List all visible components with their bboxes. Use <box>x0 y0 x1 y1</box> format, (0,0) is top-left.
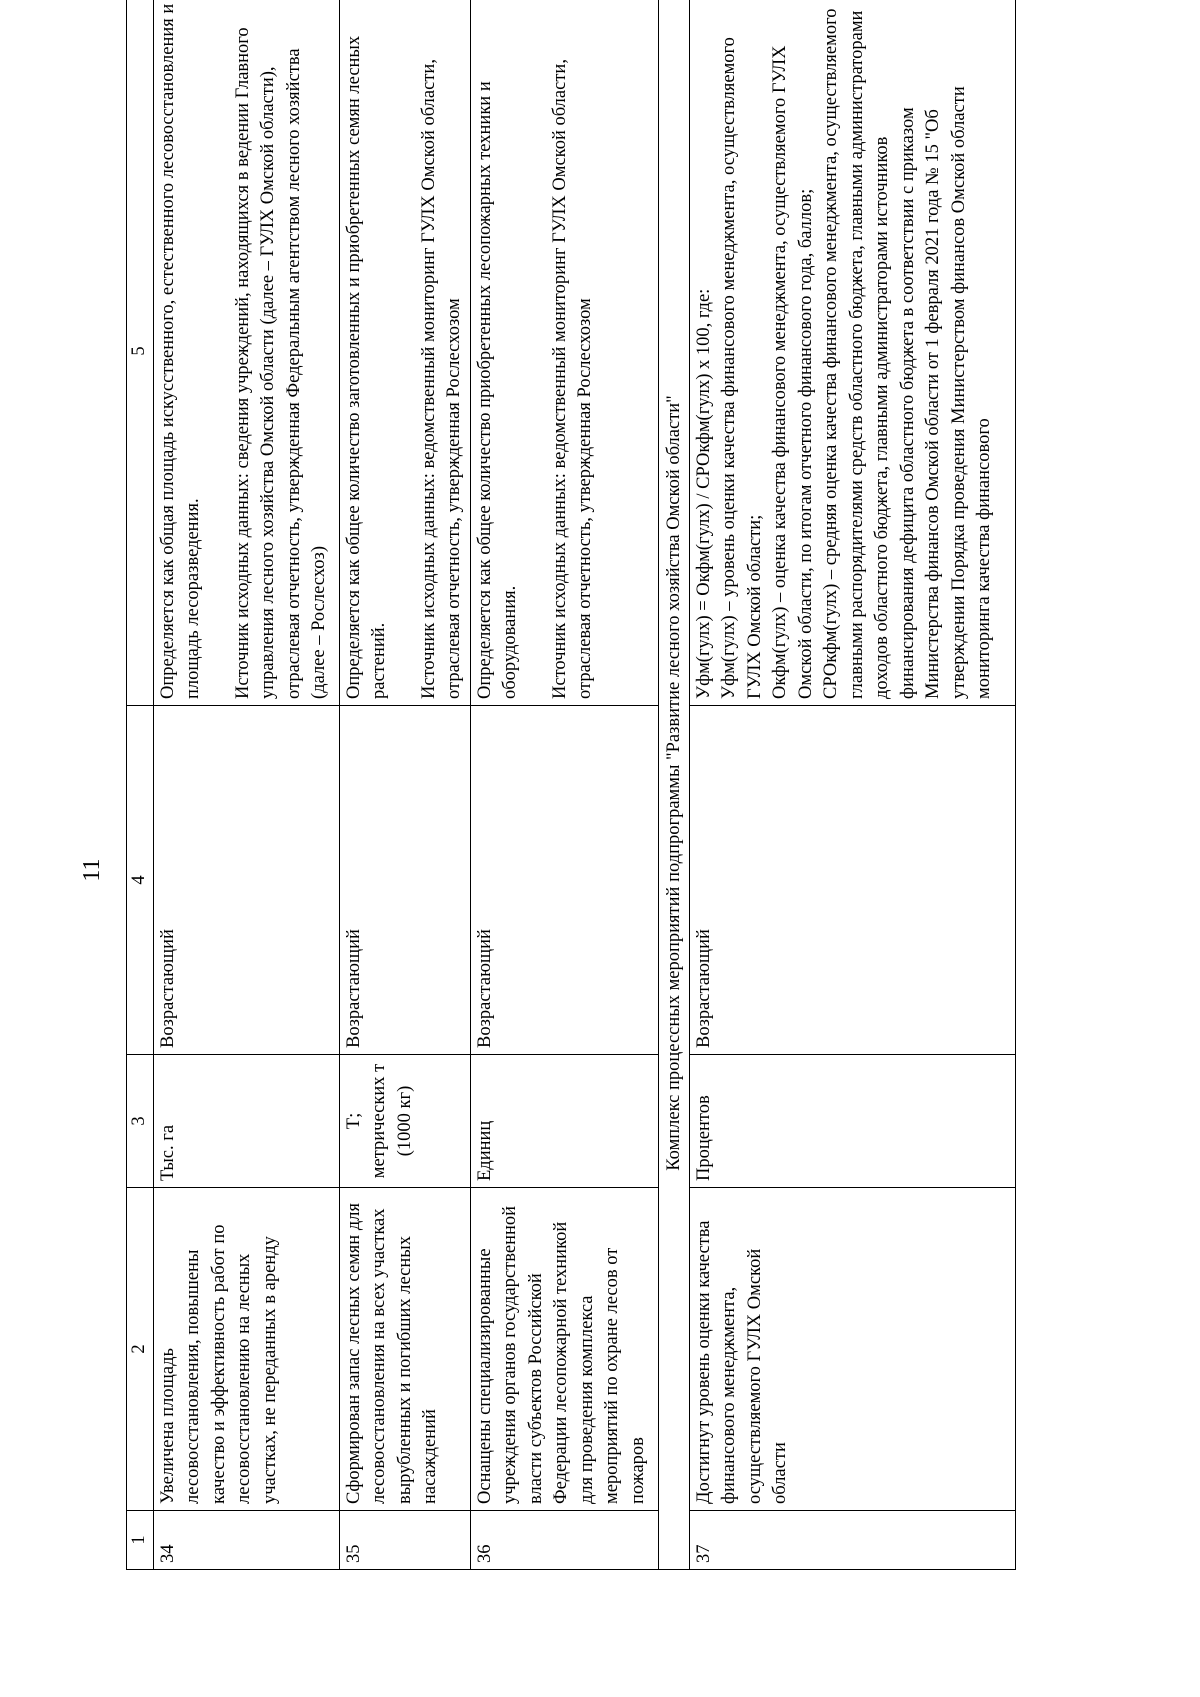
method-text: Определяется как общая площадь искусственного, естественного лесовосстановления и площадь лесоразведения. <box>157 3 203 699</box>
trend-cell: Возрастающий <box>339 706 470 1055</box>
method-cell <box>153 0 339 706</box>
formula-line: СРОкфм(гулх) – средняя оценка качества финансового менеджмента, осуществляемого главными распорядителями средств областного бюджета, главными администраторами доходов областного бюджета, главными администраторами источников финансирования дефицита областного бюджета в соответствии с приказом Министерства финансов Омской области от 1 февраля 2021 года № 15 "Об утверждении Порядка проведения Министерством финансов Омской области мониторинга качества финансового <box>821 8 994 699</box>
method-text: Определяется как общее количество приобретенных лесопожарных техники и оборудования. <box>474 81 520 699</box>
table-header-row <box>127 0 154 1570</box>
page-number: 11 <box>79 858 105 882</box>
table-row <box>153 0 339 1570</box>
formula-cell <box>689 0 1015 706</box>
source-text: Источник исходных данных: сведения учреждений, находящихся в ведении Главного управления лесного хозяйства Омской области (далее – ГУЛХ Омской области), отраслевая отчетность, утвержденная Федеральным агентством лесного хозяйства (далее – Рослесхоз) <box>232 27 329 699</box>
method-cell <box>470 0 658 706</box>
unit-cell: Единиц <box>470 1055 658 1188</box>
table-row <box>339 0 470 1570</box>
trend-cell: Возрастающий <box>470 706 658 1055</box>
result-cell: Увеличена площадь лесовосстановления, повышены качество и эффективность работ по лесовосстановлению на лесных участках, не переданных в аренду <box>153 1188 339 1511</box>
formula-line: Уфм(гулх) – уровень оценки качества финансового менеджмента, осуществляемого ГУЛХ Омской области; <box>719 37 765 699</box>
section-row <box>658 0 689 1570</box>
method-cell <box>339 0 470 706</box>
row-number: 37 <box>689 1511 1015 1570</box>
trend-cell: Возрастающий <box>689 706 1015 1055</box>
header-col-1: 1 <box>127 1511 154 1570</box>
table-row <box>689 0 1015 1570</box>
unit-cell: Тыс. га <box>153 1055 339 1188</box>
header-col-4: 4 <box>127 706 154 1055</box>
indicators-table <box>126 0 1016 1570</box>
unit-cell: Процентов <box>689 1055 1015 1188</box>
source-text: Источник исходных данных: ведомственный мониторинг ГУЛХ Омской области, отраслевая отчетность, утвержденная Рослесхозом <box>549 59 595 699</box>
formula-line: Окфм(гулх) – оценка качества финансового менеджмента, осуществляемого ГУЛХ Омской области, по итогам отчетного финансового года, баллов; <box>770 45 816 699</box>
rotated-table-container <box>126 3 1080 1570</box>
header-col-2: 2 <box>127 1188 154 1511</box>
row-number: 35 <box>339 1511 470 1570</box>
header-col-3: 3 <box>127 1055 154 1188</box>
trend-cell: Возрастающий <box>153 706 339 1055</box>
unit-cell: Т; метрических т (1000 кг) <box>339 1055 470 1188</box>
row-number: 36 <box>470 1511 658 1570</box>
table-row <box>470 0 658 1570</box>
result-cell: Оснащены специализированные учреждения органов государственной власти субъектов Российской Федерации лесопожарной техникой для проведения комплекса мероприятий по охране лесов от пожаров <box>470 1188 658 1511</box>
formula-line: Уфм(гулх) = Окфм(гулх) / СРОкфм(гулх) х 100, где: <box>693 288 714 699</box>
row-number: 34 <box>153 1511 339 1570</box>
header-col-5: 5 <box>127 0 154 706</box>
result-cell: Сформирован запас лесных семян для лесовосстановления на всех участках вырубленных и погибших лесных насаждений <box>339 1188 470 1511</box>
result-cell: Достигнут уровень оценки качества финансового менеджмента, осуществляемого ГУЛХ Омской области <box>689 1188 1015 1511</box>
source-text: Источник исходных данных: ведомственный мониторинг ГУЛХ Омской области, отраслевая отчетность, утвержденная Рослесхозом <box>418 59 464 699</box>
method-text: Определяется как общее количество заготовленных и приобретенных семян лесных растений. <box>343 35 389 699</box>
section-title: Комплекс процессных мероприятий подпрограммы "Развитие лесного хозяйства Омской области" <box>658 0 689 1570</box>
